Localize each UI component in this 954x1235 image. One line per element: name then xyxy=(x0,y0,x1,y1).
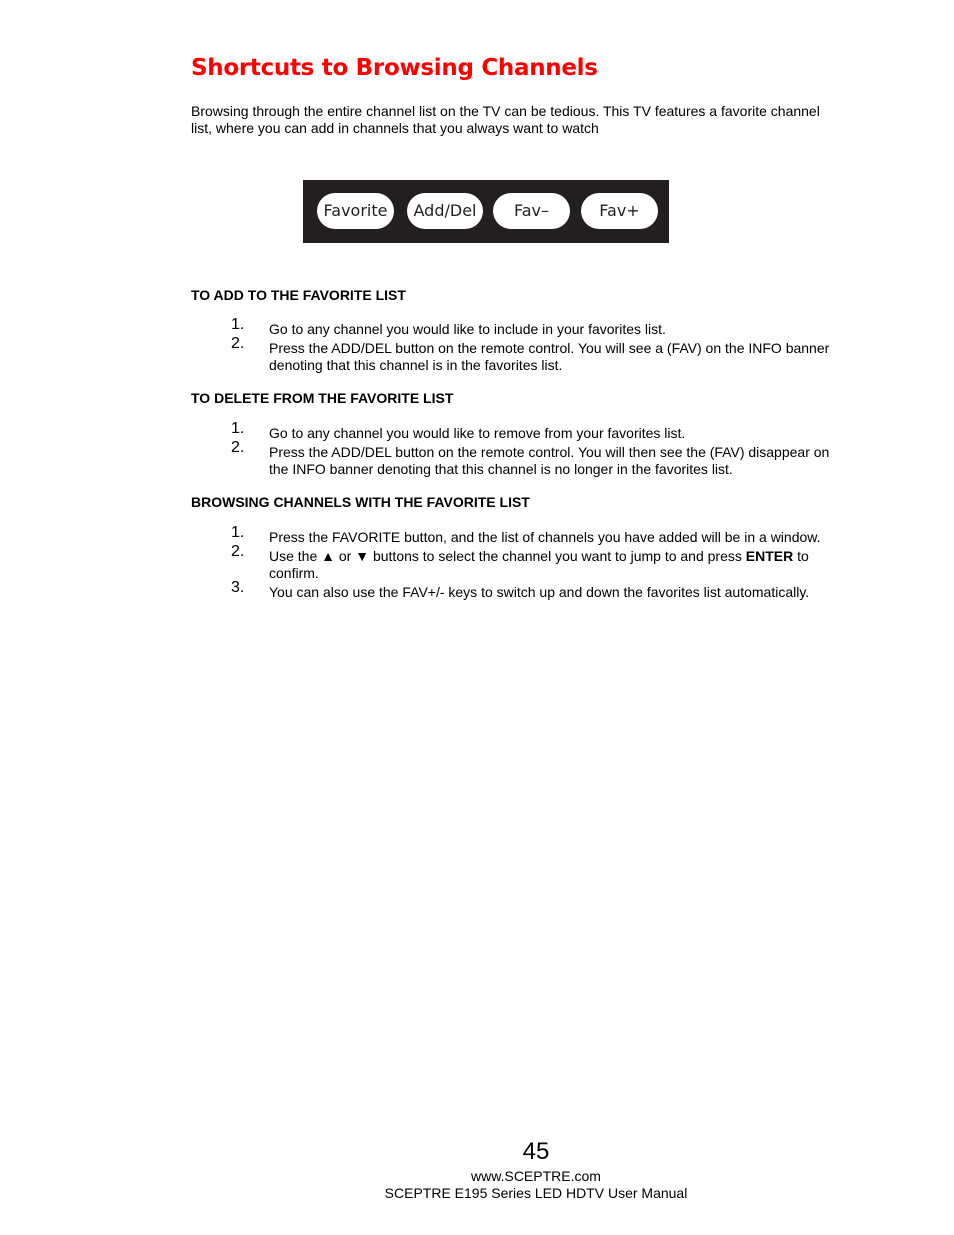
remote-button-strip xyxy=(303,180,669,243)
step-text: Go to any channel you would like to include in your favorites list. xyxy=(269,321,666,337)
add-steps-list xyxy=(231,316,851,376)
footer-url: www.SCEPTRE.com xyxy=(471,1168,601,1184)
step-number: 2. xyxy=(231,543,245,560)
favorite-button-label: Favorite xyxy=(323,201,388,220)
list-item xyxy=(231,420,851,442)
delete-steps-list xyxy=(231,420,851,480)
list-item xyxy=(231,524,851,546)
step-number: 1. xyxy=(231,420,245,437)
fav-minus-button-label: Fav– xyxy=(513,201,549,220)
add-del-button-icon xyxy=(407,193,483,229)
favorite-button-icon xyxy=(317,193,394,229)
page-number: 45 xyxy=(522,1138,550,1165)
step-text: Go to any channel you would like to remove from your favorites list. xyxy=(269,425,686,441)
step-number: 3. xyxy=(231,578,245,596)
step-text-before: Use the ▲ or ▼ buttons to select the channel you want to jump to and press xyxy=(269,548,746,564)
step-number: 2. xyxy=(231,335,245,352)
section-heading-browsing: BROWSING CHANNELS WITH THE FAVORITE LIST xyxy=(191,494,530,510)
footer-manual-title: SCEPTRE E195 Series LED HDTV User Manual xyxy=(384,1185,688,1201)
step-text: Press the FAVORITE button, and the list of channels you have added will be in a window. xyxy=(269,529,821,545)
list-item xyxy=(231,543,851,581)
list-item xyxy=(231,335,851,373)
step-text-after: to confirm. xyxy=(269,548,809,581)
section-heading-add: TO ADD TO THE FAVORITE LIST xyxy=(191,287,406,303)
step-number: 1. xyxy=(231,316,245,333)
browsing-steps-list xyxy=(231,524,851,603)
intro-paragraph: Browsing through the entire channel list on the TV can be tedious. This TV features a favorite channel list, where you can add in channels that you always want to watch xyxy=(191,103,820,136)
step-number: 2. xyxy=(231,439,245,456)
list-item xyxy=(231,439,851,477)
step-text: Press the ADD/DEL button on the remote control. You will then see the (FAV) disappear on the INFO banner denoting that this channel is no longer in the favorites list. xyxy=(269,444,830,477)
page-title: Shortcuts to Browsing Channels xyxy=(191,55,598,81)
add-del-button-label: Add/Del xyxy=(413,201,477,220)
list-item xyxy=(231,316,851,338)
fav-plus-button-label: Fav+ xyxy=(599,201,640,220)
fav-minus-button-icon xyxy=(493,193,570,229)
list-item xyxy=(231,578,851,601)
enter-key-label: ENTER xyxy=(745,548,794,564)
step-text: Press the ADD/DEL button on the remote control. You will see a (FAV) on the INFO banner denoting that this channel is in the favorites list. xyxy=(269,340,830,373)
step-text: You can also use the FAV+/- keys to switch up and down the favorites list automatically. xyxy=(269,583,810,600)
fav-plus-button-icon xyxy=(581,193,658,229)
section-heading-delete: TO DELETE FROM THE FAVORITE LIST xyxy=(191,390,454,406)
step-number: 1. xyxy=(231,524,245,541)
